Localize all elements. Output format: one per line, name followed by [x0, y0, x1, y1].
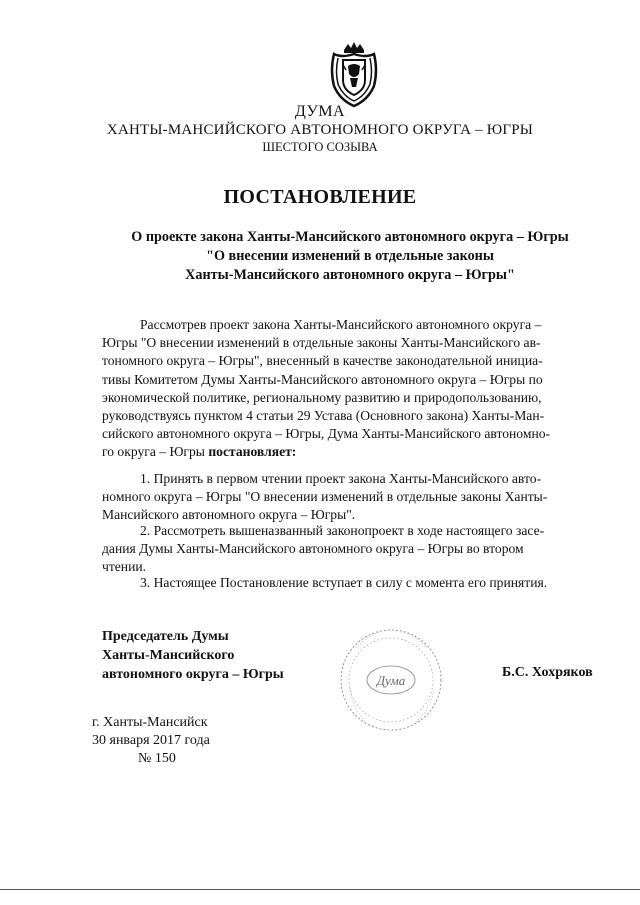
signatory-title-line: автономного округа – Югры	[102, 667, 284, 682]
paragraph-line: экономической политике, региональному развитию и природопользованию,	[102, 389, 542, 405]
signatory-title-line: Председатель Думы	[102, 629, 229, 644]
signatory-name: Б.С. Хохряков	[502, 665, 593, 680]
paragraph-line: чтении.	[102, 559, 147, 575]
paragraph-line: сийского автономного округа – Югры, Дума Ханты-Мансийского автономно-	[102, 426, 551, 442]
resolution-item-3	[102, 574, 602, 592]
subject-line: О проекте закона Ханты-Мансийского автономного округа – Югры	[131, 229, 569, 245]
paragraph-line: Рассмотрев проект закона Ханты-Мансийского автономного округа –	[140, 317, 542, 332]
paragraph-line: 1. Принять в первом чтении проект закона Ханты-Мансийского авто-	[140, 471, 542, 486]
date: 30 января 2017 года	[92, 733, 210, 748]
paragraph-line: тономного округа – Югры", внесенный в качестве законодательной инициа-	[102, 353, 543, 369]
paragraph-line: Мансийского автономного округа – Югры".	[102, 507, 356, 523]
paragraph-text: го округа – Югры	[102, 444, 209, 460]
paragraph-line: 2. Рассмотреть вышеназванный законопроект в ходе настоящего засе-	[140, 523, 545, 538]
document-type-heading: ПОСТАНОВЛЕНИЕ	[223, 186, 417, 208]
intro-paragraph	[102, 316, 602, 462]
document-number: № 150	[138, 751, 176, 766]
official-stamp	[336, 618, 446, 748]
paragraph-line: Югры "О внесении изменений в отдельные законы Ханты-Мансийского ав-	[102, 335, 541, 351]
paragraph-line: тивы Комитетом Думы Ханты-Мансийского автономного округа – Югры по	[102, 371, 543, 387]
document-subject	[100, 228, 600, 285]
subject-line: "О внесении изменений в отдельные законы	[206, 248, 494, 264]
bottom-rule	[0, 889, 640, 890]
okrug-title: ХАНТЫ-МАНСИЙСКОГО АВТОНОМНОГО ОКРУГА – ЮГРЫ	[106, 122, 534, 138]
stamp-text: Дума	[376, 673, 406, 688]
paragraph-line: дания Думы Ханты-Мансийского автономного округа – Югры во втором	[102, 541, 524, 557]
signatory-title-line: Ханты-Мансийского	[102, 648, 235, 663]
convocation-title: ШЕСТОГО СОЗЫВА	[262, 140, 378, 154]
resolution-item-2	[102, 522, 602, 577]
signatory-title	[102, 627, 284, 684]
duma-title: ДУМА	[294, 103, 346, 120]
city: г. Ханты-Мансийск	[92, 715, 208, 730]
resolution-item-1	[102, 470, 602, 525]
resolves-keyword: постановляет:	[208, 444, 297, 460]
coat-of-arms-emblem	[326, 40, 382, 108]
subject-line: Ханты-Мансийского автономного округа – Югры"	[185, 267, 515, 283]
paragraph-line: 3. Настоящее Постановление вступает в силу с момента его принятия.	[140, 575, 548, 590]
paragraph-line	[102, 443, 602, 461]
paragraph-line: руководствуясь пунктом 4 статьи 29 Устава (Основного закона) Ханты-Ман-	[102, 408, 545, 424]
document-place-date	[92, 714, 210, 768]
paragraph-line: номного округа – Югры "О внесении изменений в отдельные законы Ханты-	[102, 489, 548, 505]
